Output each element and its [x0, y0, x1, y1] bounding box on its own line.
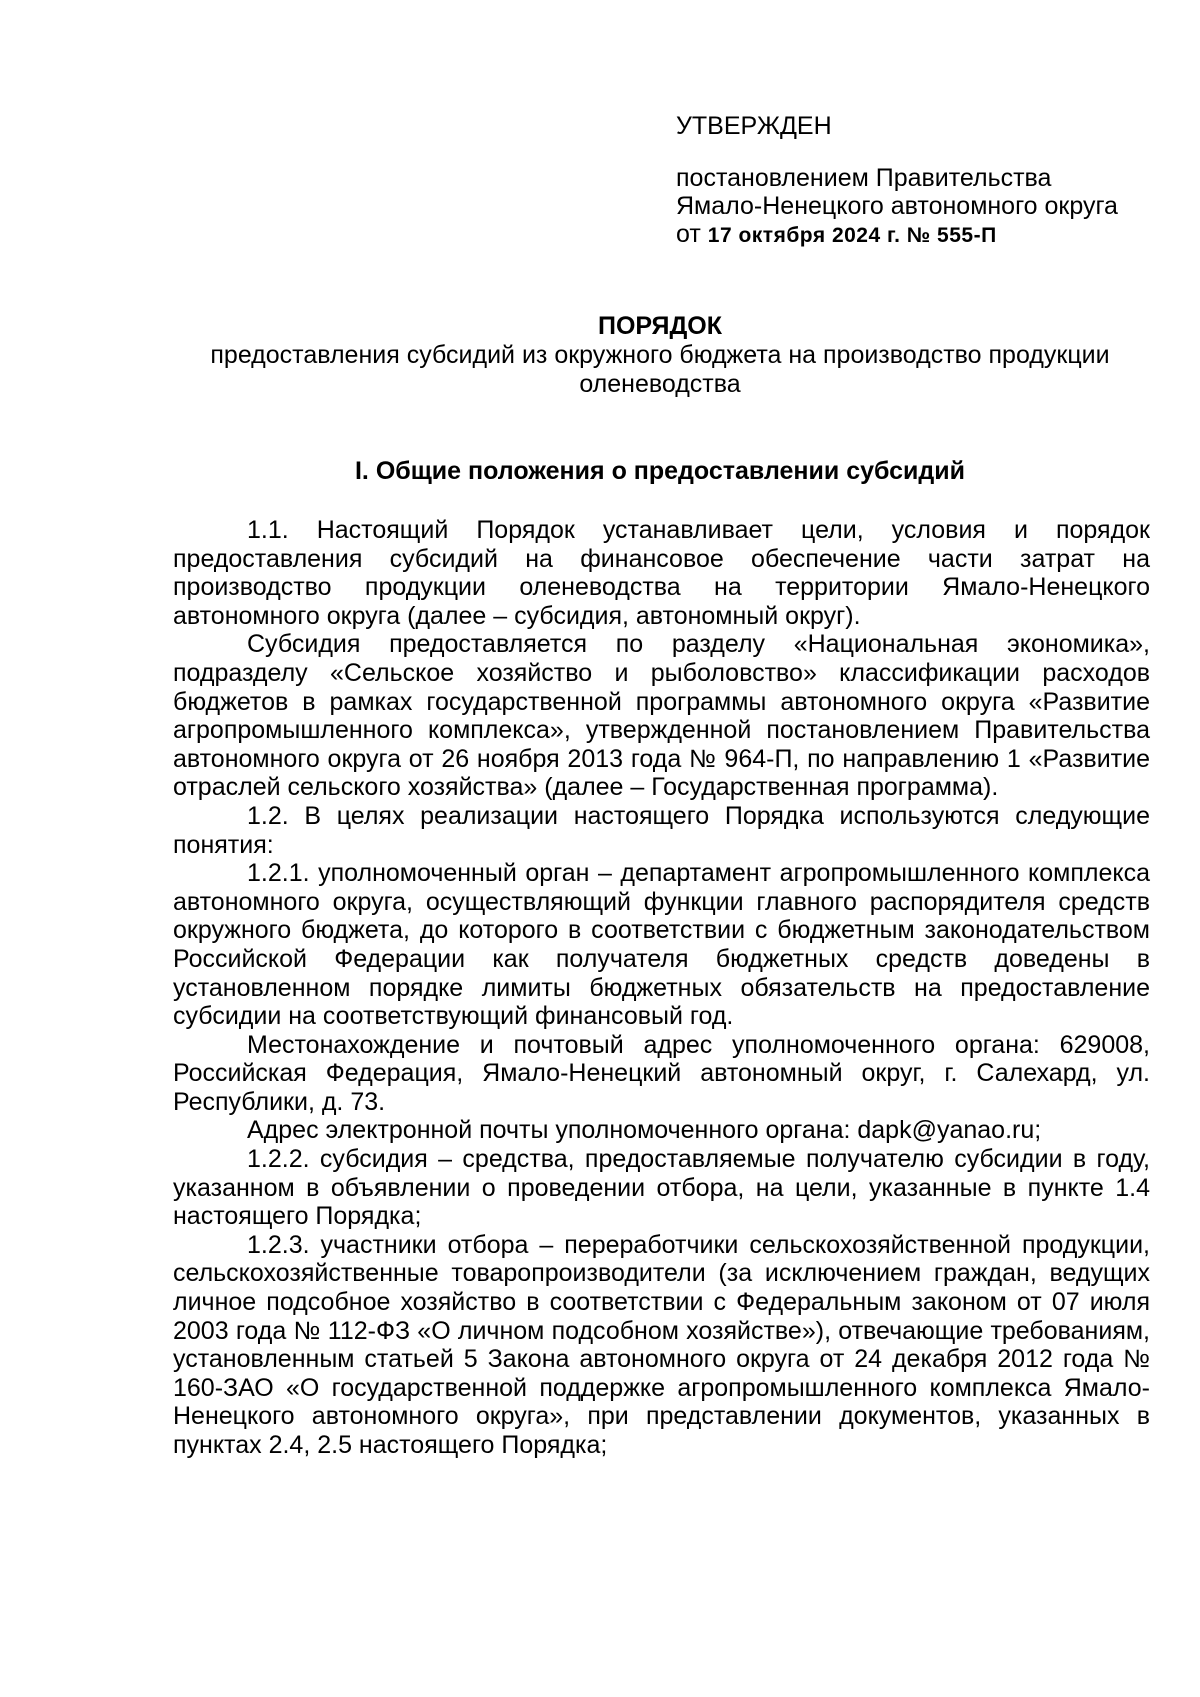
- approval-date-value: 17 октября 2024 г. № 555-П: [707, 224, 997, 247]
- paragraph-subsidy-classification: Субсидия предоставляется по разделу «Национальная экономика», подразделу «Сельское хозяйство и рыболовство» классификации расходов бюджетов в рамках государственной программы автономного округа «Развитие агропромышленного комплекса», утвержденной постановлением Правительства автономного округа от 26 ноября 2013 года № 964-П, по направлению 1 «Развитие отраслей сельского хозяйства» (далее – Государственная программа).: [173, 630, 1150, 802]
- approval-line-1: постановлением Правительства: [676, 164, 1052, 192]
- paragraph-1-1: 1.1. Настоящий Порядок устанавливает цели, условия и порядок предоставления субсидий на финансовое обеспечение части затрат на производство продукции оленеводства на территории Ямало-Ненецкого автономного округа (далее – субсидия, автономный округ).: [173, 516, 1150, 630]
- section-heading: I. Общие положения о предоставлении субсидий: [354, 457, 965, 485]
- paragraph-1-2-1: 1.2.1. уполномоченный орган – департамент агропромышленного комплекса автономного округа, осуществляющий функции главного распорядителя средств окружного бюджета, до которого в соответствии с бюджетным законодательством Российской Федерации как получателя бюджетных средств доведены в установленном порядке лимиты бюджетных обязательств на предоставление субсидии на соответствующий финансовый год.: [173, 859, 1150, 1031]
- paragraph-address: Местонахождение и почтовый адрес уполномоченного органа: 629008, Российская Федерация, Ямало-Ненецкий автономный округ, г. Салехард, ул. Республики, д. 73.: [173, 1030, 1150, 1116]
- paragraph-1-2-3: 1.2.3. участники отбора – переработчики сельскохозяйственной продукции, сельскохозяйственные товаропроизводители (за исключением граждан, ведущих личное подсобное хозяйство в соответствии с Федеральным законом от 07 июля 2003 года № 112-ФЗ «О личном подсобном хозяйстве»), отвечающие требованиям, установленным статьей 5 Закона автономного округа от 24 декабря 2012 года № 160-ЗАО «О государственной поддержке агропромышленного комплекса Ямало-Ненецкого автономного округа», при представлении документов, указанных в пунктах 2.4, 2.5 настоящего Порядка;: [173, 1230, 1150, 1459]
- title-subtitle: предоставления субсидий из окружного бюджета на производство продукции оленеводства: [210, 341, 1110, 398]
- approval-date-prefix: от: [676, 220, 708, 248]
- paragraph-email: Адрес электронной почты уполномоченного органа: dapk@yanao.ru;: [247, 1116, 1042, 1145]
- paragraph-1-2-2: 1.2.2. субсидия – средства, предоставляемые получателю субсидии в году, указанном в объявлении о проведении отбора, на цели, указанные в пункте 1.4 настоящего Порядка;: [173, 1145, 1150, 1231]
- document-body: [173, 516, 1150, 1460]
- title-main: ПОРЯДОК: [598, 312, 722, 340]
- document-title: [170, 312, 1150, 399]
- paragraph-1-2: 1.2. В целях реализации настоящего Порядка используются следующие понятия:: [173, 801, 1150, 859]
- approval-date-line: [676, 220, 1156, 250]
- approval-stamp: УТВЕРЖДЕН: [676, 112, 832, 140]
- approval-line-2: Ямало-Ненецкого автономного округа: [676, 192, 1118, 220]
- approval-block: [676, 112, 1156, 250]
